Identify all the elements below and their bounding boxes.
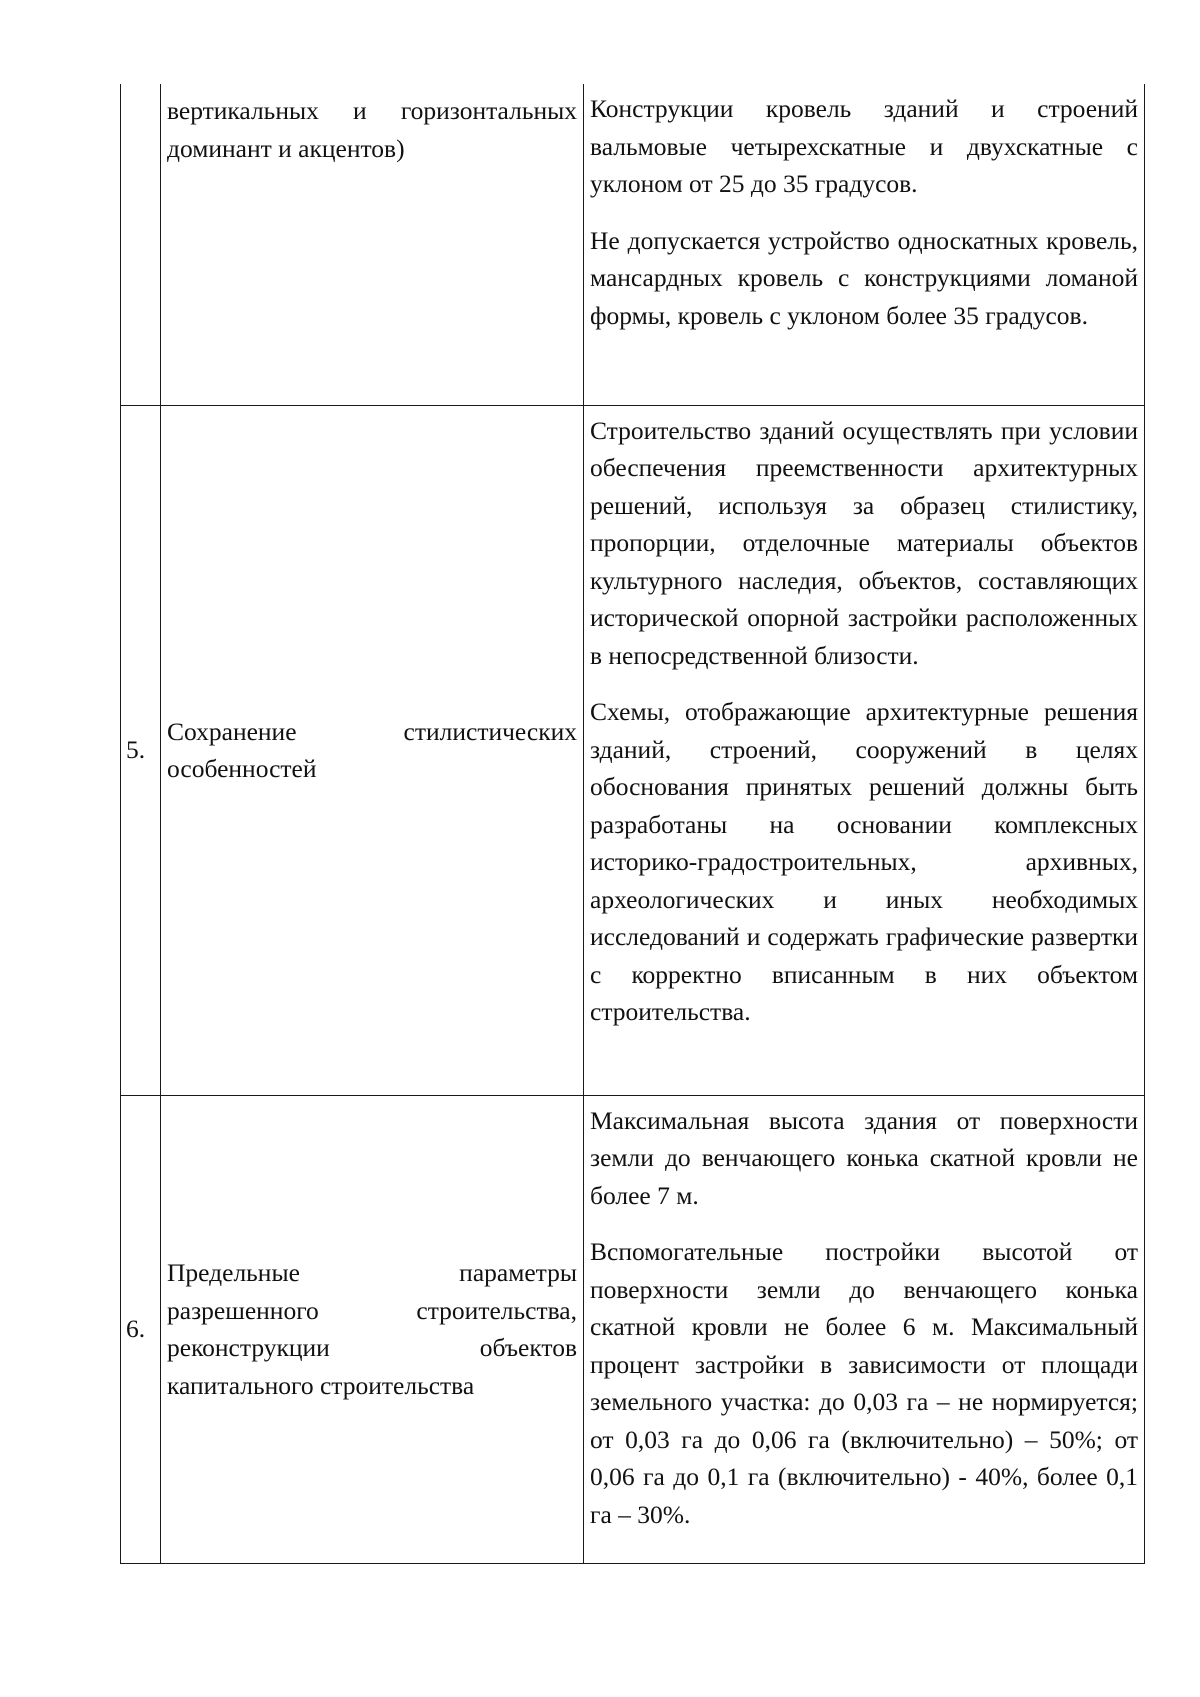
row-number — [121, 84, 161, 405]
table-row — [121, 405, 1145, 1095]
requirement-paragraph: Вспомогательные постройки высотой от поверхности земли до венчающего конька скатной кровли не более 6 м. Максимальный процент застройки в зависимости от площади земельного участка: до 0,03 га – не нормируется; от 0,03 га до 0,06 га (включительно) – 50%; от 0,06 га до 0,1 га (включительно) - 40%, более 0,1 га – 30%. — [590, 1237, 1138, 1529]
row-name: Сохранение стилистических особенностей — [161, 405, 584, 1095]
requirement-paragraph: Схемы, отображающие архитектурные решения зданий, строений, сооружений в целях обоснования принятых решений должны быть разработаны на основании комплексных историко-градостроительных, архивных, археологических и иных необходимых исследований и содержать графические развертки с корректно вписанным в них объектом строительства. — [590, 697, 1138, 1026]
row-requirements — [584, 405, 1145, 1095]
row-name: вертикальных и горизонтальных доминант и акцентов) — [161, 84, 584, 405]
requirement-paragraph: Конструкции кровель зданий и строений вальмовые четырехскатные и двухскатные с уклоном от 25 до 35 градусов. — [590, 94, 1138, 198]
table-row — [121, 84, 1145, 405]
row-name: Предельные параметры разрешенного строительства, реконструкции объектов капитального строительства — [161, 1095, 584, 1563]
row-number: 6. — [121, 1095, 161, 1563]
row-requirements — [584, 84, 1145, 405]
requirements-table — [120, 84, 1145, 1564]
table-row — [121, 1095, 1145, 1563]
row-number: 5. — [121, 405, 161, 1095]
requirement-paragraph: Не допускается устройство односкатных кровель, мансардных кровель с конструкциями ломаной формы, кровель с уклоном более 35 градусов. — [590, 225, 1138, 330]
requirement-paragraph: Максимальная высота здания от поверхности земли до венчающего конька скатной кровли не более 7 м. — [590, 1105, 1138, 1210]
requirement-paragraph: Строительство зданий осуществлять при условии обеспечения преемственности архитектурных решений, используя за образец стилистику, пропорции, отделочные материалы объектов культурного наследия, объектов, составляющих исторической опорной застройки расположенных в непосредственной близости. — [590, 415, 1138, 670]
row-requirements — [584, 1095, 1145, 1563]
